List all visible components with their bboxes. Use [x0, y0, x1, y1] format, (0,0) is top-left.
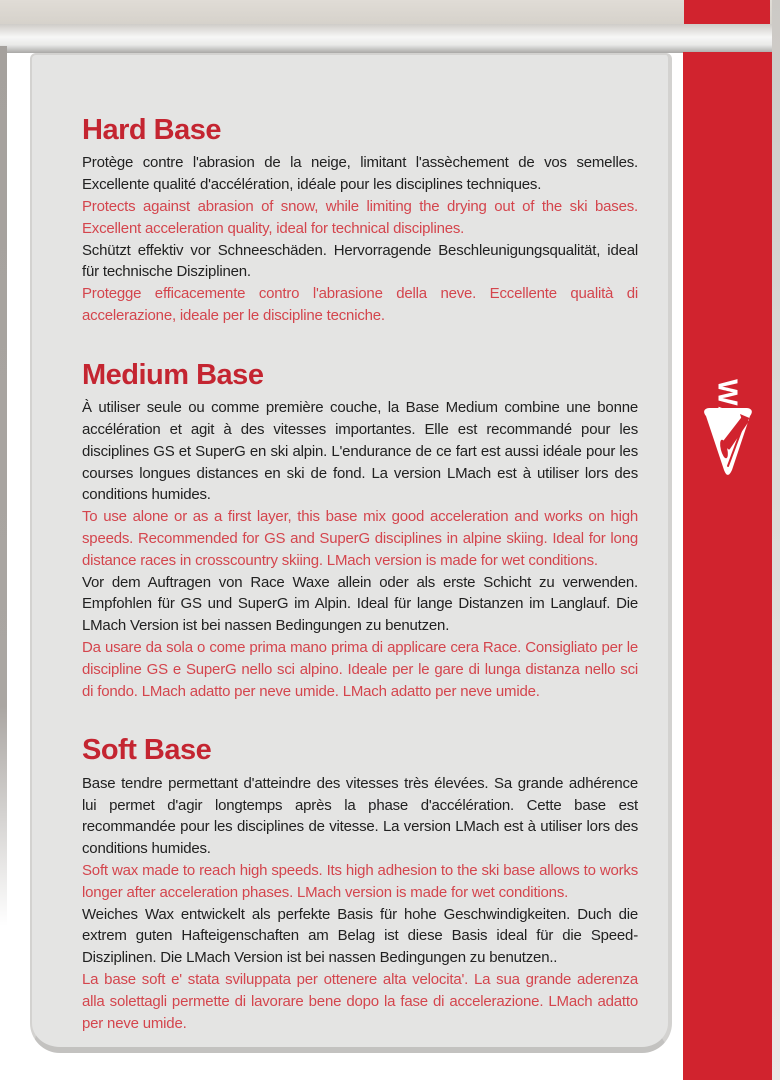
wax-iron-logo-icon — [699, 406, 757, 478]
content-panel — [30, 53, 672, 1053]
page-separation-gradient — [0, 24, 780, 53]
soft-base-text-fr: Base tendre permettant d'atteindre des vitesses très élevées. Sa grande adhérence lui permet d'agir longtemps après la phase d'accélération. Cette base est recommandée pour les disciplines de vitesse. La version LMach est à utiliser lors des conditions humides. — [82, 774, 638, 858]
medium-base-text-de: Vor dem Auftragen von Race Waxe allein oder als erste Schicht zu verwenden. Empfohlen für GS und SuperG im Alpin. Ideal für lange Distanzen im Langlauf. Die LMach Version ist bei nassen Bedingungen zu benutzen. — [82, 573, 638, 635]
hard-base-text-en: Protects against abrasion of snow, while limiting the drying out of the ski bases. Excellent acceleration quality, ideal for technical disciplines. — [82, 198, 638, 237]
soft-base-text-de: Weiches Wax entwickelt als perfekte Basis für hohe Geschwindigkeiten. Duch die extrem guten Hafteigenschaften am Belag ist diese Basis ideal für die Speed-Disziplinen. Die LMach Version ist bei nassen Bedingungen zu benutzen.. — [82, 905, 638, 967]
section-hard-base — [82, 115, 638, 327]
soft-base-text-it: La base soft e' stata sviluppata per ottenere alta velocita'. La sua grande aderenza alla solettagli permette di lavorare bene dopo la fase di accelerazione. LMach adatto per neve umide. — [82, 971, 638, 1032]
right-page-edge — [772, 0, 780, 1080]
left-page-edge-shadow — [0, 46, 7, 926]
previous-page-edge-band — [0, 0, 780, 24]
medium-base-text-en: To use alone or as a first layer, this base mix good acceleration and works on high speeds. Recommended for GS and SuperG disciplines in alpine skiing. Ideal for long distance races in crosscountry skiing. LMach version is made for wet conditions. — [82, 508, 638, 569]
hard-base-text-it: Protegge efficacemente contro l'abrasione della neve. Eccellente qualità di accelerazione, ideale per le discipline tecniche. — [82, 285, 638, 325]
hard-base-text-fr: Protège contre l'abrasion de la neige, limitant l'assèchement de vos semelles. Excellente qualité d'accélération, idéale pour les disciplines techniques. — [82, 154, 638, 194]
soft-base-text-en: Soft wax made to reach high speeds. Its high adhesion to the ski base allows to works longer after acceleration phases. LMach version is made for wet conditions. — [82, 862, 638, 901]
soft-base-title: Soft Base — [82, 734, 212, 767]
hard-base-title: Hard Base — [82, 114, 221, 146]
medium-base-title: Medium Base — [82, 358, 264, 391]
section-soft-base — [82, 735, 638, 1034]
hard-base-text-de: Schützt effektiv vor Schneeschäden. Hervorragende Beschleunigungsqualität, ideal für technische Disziplinen. — [82, 241, 638, 281]
medium-base-text-it: Da usare da sola o come prima mano prima di applicare cera Race. Consigliato per le discipline GS e SuperG nello sci alpino. Ideale per le gare di lunga distanza nello sci di fondo. LMach adatto per neve umide. LMach adatto per neve umide. — [82, 639, 638, 700]
medium-base-text-fr: À utiliser seule ou comme première couche, la Base Medium combine une bonne accélération et agit à des vitesses importantes. Elle est recommandé pour les disciplines GS et SuperG en ski alpin. L'endurance de ce fart est aussi idéale pour les courses longues distances en ski de fond. La version LMach est à utiliser lors des conditions humides. — [82, 399, 638, 504]
previous-page-red-tab — [684, 0, 770, 24]
wax-category-sidebar — [683, 52, 772, 1080]
section-medium-base — [82, 360, 638, 703]
